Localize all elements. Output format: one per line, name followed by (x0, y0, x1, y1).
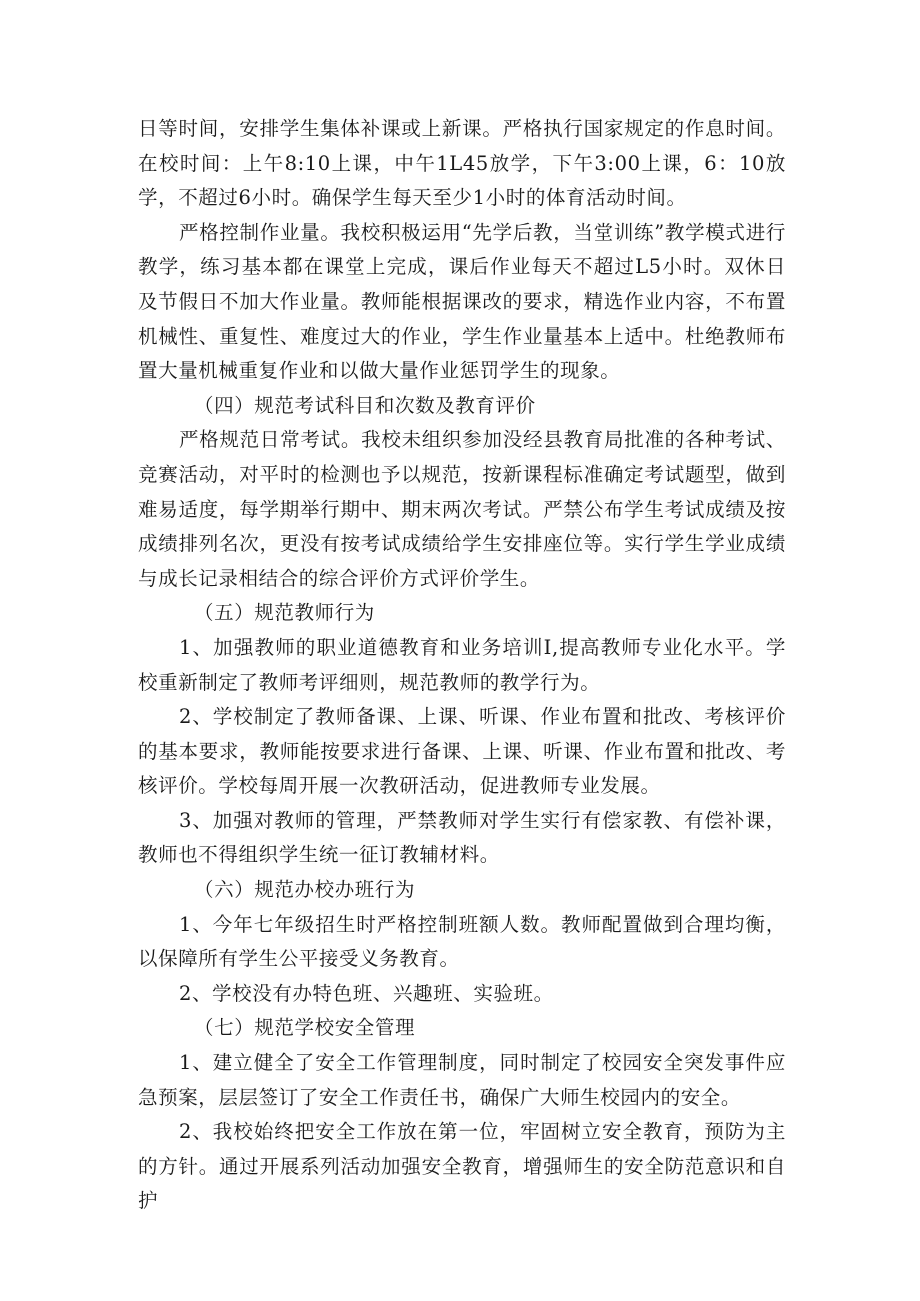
document-body (138, 112, 786, 1219)
paragraph-teacher-1: 1、加强教师的职业道德教育和业务培训I,提高教师专业化水平。学校重新制定了教师考评细则，规范教师的教学行为。 (138, 635, 786, 694)
section-heading-4: （四）规范考试科目和次数及教育评价 (194, 393, 536, 417)
paragraph-teacher-2: 2、学校制定了教师备课、上课、听课、作业布置和批改、考核评价的基本要求，教师能按要求进行备课、上课、听课、作业布置和批改、考核评价。学校每周开展一次教研活动，促进教师专业发展。 (138, 705, 786, 798)
paragraph-teacher-3: 3、加强对教师的管理，严禁教师对学生实行有偿家教、有偿补课，教师也不得组织学生统一征订教辅材料。 (138, 808, 786, 867)
section-heading-6: （六）规范办校办班行为 (194, 878, 416, 902)
paragraph-safety-2: 2、我校始终把安全工作放在第一位，牢固树立安全教育，预防为主的方针。通过开展系列活动加强安全教育，增强师生的安全防范意识和自护 (138, 1120, 786, 1213)
paragraph-exams: 严格规范日常考试。我校未组织参加没经县教育局批准的各种考试、竞赛活动，对平时的检测也予以规范，按新课程标准确定考试题型，做到难易适度，每学期举行期中、期末两次考试。严禁公布学生考试成绩及按成绩排列名次，更没有按考试成绩给学生安排座位等。实行学生学业成绩与成长记录相结合的综合评价方式评价学生。 (138, 428, 786, 590)
section-heading-5: （五）规范教师行为 (194, 601, 375, 625)
paragraph-schedule: 日等时间，安排学生集体补课或上新课。严格执行国家规定的作息时间。在校时间：上午8:10上课，中午1L45放学，下午3:00上课，6：10放学，不超过6小时。确保学生每天至少1小时的体育活动时间。 (138, 117, 786, 210)
paragraph-class-1: 1、今年七年级招生时严格控制班额人数。教师配置做到合理均衡，以保障所有学生公平接受义务教育。 (138, 912, 786, 971)
paragraph-homework: 严格控制作业量。我校积极运用“先学后教，当堂训练”教学模式进行教学，练习基本都在课堂上完成，课后作业每天不超过L5小时。双休日及节假日不加大作业量。教师能根据课改的要求，精选作业内容，不布置机械性、重复性、难度过大的作业，学生作业量基本上适中。杜绝教师布置大量机械重复作业和以做大量作业惩罚学生的现象。 (138, 220, 786, 383)
paragraph-safety-1: 1、建立健全了安全工作管理制度，同时制定了校园安全突发事件应急预案，层层签订了安全工作责任书，确保广大师生校园内的安全。 (138, 1051, 786, 1109)
section-heading-7: （七）规范学校安全管理 (194, 1016, 416, 1040)
paragraph-class-2: 2、学校没有办特色班、兴趣班、实验班。 (178, 981, 554, 1005)
